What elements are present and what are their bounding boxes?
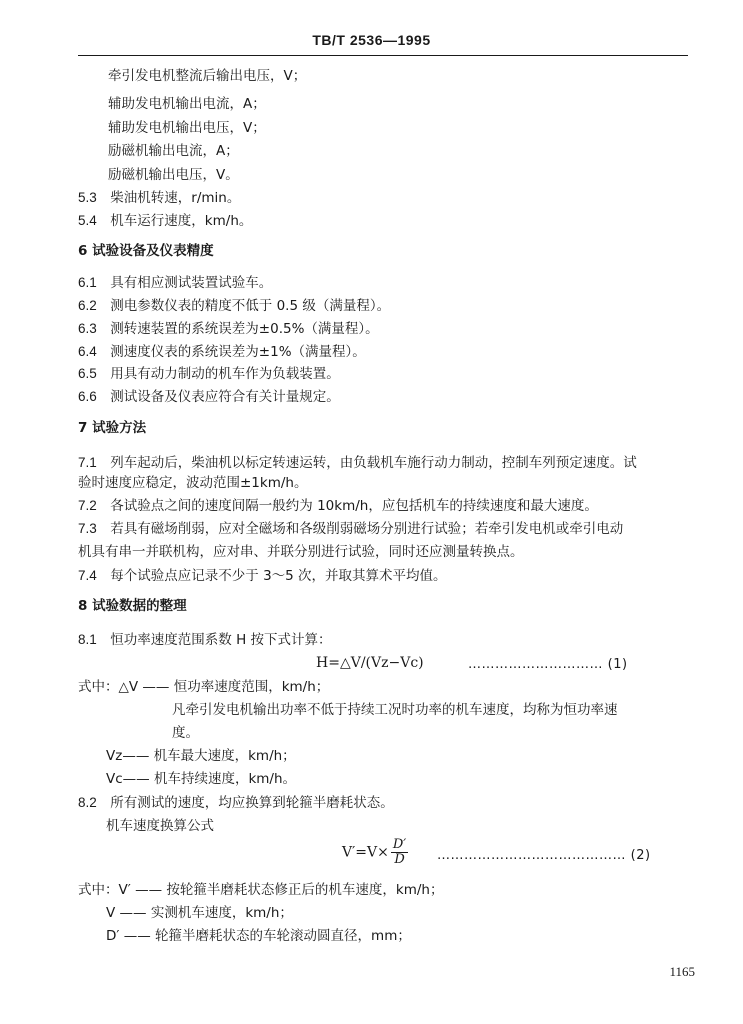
formula-2-lhs: V′=V× [342,844,389,861]
clause-text: 测速度仪表的系统误差为±1%（满量程）。 [110,344,366,360]
formula-2-leader: …………………………………… (2) [437,848,651,863]
list-item: 辅助发电机输出电流，A； [108,96,266,112]
clause-8-2-sub: 机车速度换算公式 [106,818,214,834]
clause-text: 每个试验点应记录不少于 3～5 次，并取其算术平均值。 [110,568,447,584]
clause-number: 6.4 [78,344,97,359]
standard-number-header: TB/T 2536—1995 [312,32,431,48]
clause-number: 6.2 [78,298,97,313]
where-2-line-c: D′ —— 轮箍半磨耗状态的车轮滚动圆直径，mm； [106,928,411,944]
clause-number: 7.2 [78,498,97,513]
clause-number: 6.5 [78,366,97,381]
clause-7-4 [78,568,447,584]
clause-text: 测试设备及仪表应符合有关计量规定。 [110,389,340,405]
clause-text: 测转速装置的系统误差为±0.5%（满量程）。 [110,321,379,337]
where-1-line-e: Vc—— 机车持续速度，km/h。 [106,771,297,787]
clause-7-2 [78,498,598,514]
clause-number: 6.1 [78,275,97,290]
clause-text: 测电参数仪表的精度不低于 0.5 级（满量程）。 [110,298,391,314]
where-2-line-b: V —— 实测机车速度，km/h； [106,905,293,921]
clause-text: 具有相应测试装置试验车。 [110,275,273,291]
clause-text: 列车起动后，柴油机以标定转速运转，由负载机车施行动力制动，控制车列预定速度。试 [110,455,637,471]
section-heading-8: 8 试验数据的整理 [78,598,187,614]
clause-text: 所有测试的速度，均应换算到轮箍半磨耗状态。 [110,795,394,811]
list-item: 辅助发电机输出电压，V； [108,120,266,136]
clause-text: 机车运行速度，km/h。 [110,213,253,229]
clause-number: 7.4 [78,568,97,583]
formula-2-fraction [391,838,408,867]
formula-2-denominator: D [394,852,405,867]
clause-6-4 [78,344,366,360]
clause-text: 若具有磁场削弱，应对全磁场和各级削弱磁场分别进行试验；若牵引发电机或牵引电动 [110,521,624,537]
clause-6-3 [78,321,379,337]
formula-1-number: (1) [607,657,628,672]
clause-number: 5.3 [78,190,97,205]
clause-number: 7.1 [78,455,97,470]
formula-2 [342,838,408,867]
list-item: 励磁机输出电流，A； [108,143,239,159]
clause-6-5 [78,366,340,382]
clause-8-2 [78,795,394,811]
clause-number: 6.6 [78,389,97,404]
clause-text: 用具有动力制动的机车作为负载装置。 [110,366,340,382]
formula-2-number: (2) [630,848,651,863]
clause-number: 6.3 [78,321,97,336]
where-1-line-c: 度。 [172,725,199,741]
clause-6-6 [78,389,340,405]
clause-number: 5.4 [78,213,97,228]
clause-5-4 [78,213,252,229]
clause-text: 恒功率速度范围系数 H 按下式计算： [110,632,332,648]
clause-5-3 [78,190,240,206]
formula-1: H=△V/(Vz−Vc) [316,655,424,671]
formula-1-leader: ………………………… (1) [468,657,628,672]
clause-6-1 [78,275,272,291]
section-heading-6: 6 试验设备及仪表精度 [78,243,214,259]
clause-7-3 [78,521,623,537]
where-1-line-d: Vz—— 机车最大速度，km/h； [106,748,296,764]
clause-7-3-cont: 机具有串一并联机构，应对串、并联分别进行试验，同时还应测量转换点。 [78,544,524,560]
where-1-line-b: 凡牵引发电机输出功率不低于持续工况时功率的机车速度，均称为恒功率速 [172,702,618,718]
clause-number: 8.2 [78,795,97,810]
clause-8-1 [78,632,332,648]
clause-6-2 [78,298,390,314]
section-heading-7: 7 试验方法 [78,420,147,436]
header-rule [78,55,688,56]
page-number: 1165 [669,964,695,979]
where-2-line-a: 式中：V′ —— 按轮箍半磨耗状态修正后的机车速度，km/h； [78,882,444,898]
list-item: 励磁机输出电压，V。 [108,167,239,183]
where-1-line-a: 式中：△V —— 恒功率速度范围，km/h； [78,679,330,695]
clause-7-1 [78,455,637,471]
clause-text: 柴油机转速，r/min。 [110,190,241,206]
clause-number: 7.3 [78,521,97,536]
clause-text: 各试验点之间的速度间隔一般约为 10km/h，应包括机车的持续速度和最大速度。 [110,498,598,514]
clause-7-1-cont: 验时速度应稳定，波动范围±1km/h。 [78,475,308,491]
clause-number: 8.1 [78,632,97,647]
formula-2-numerator: D′ [392,837,407,852]
list-item: 牵引发电机整流后输出电压，V； [108,68,307,84]
